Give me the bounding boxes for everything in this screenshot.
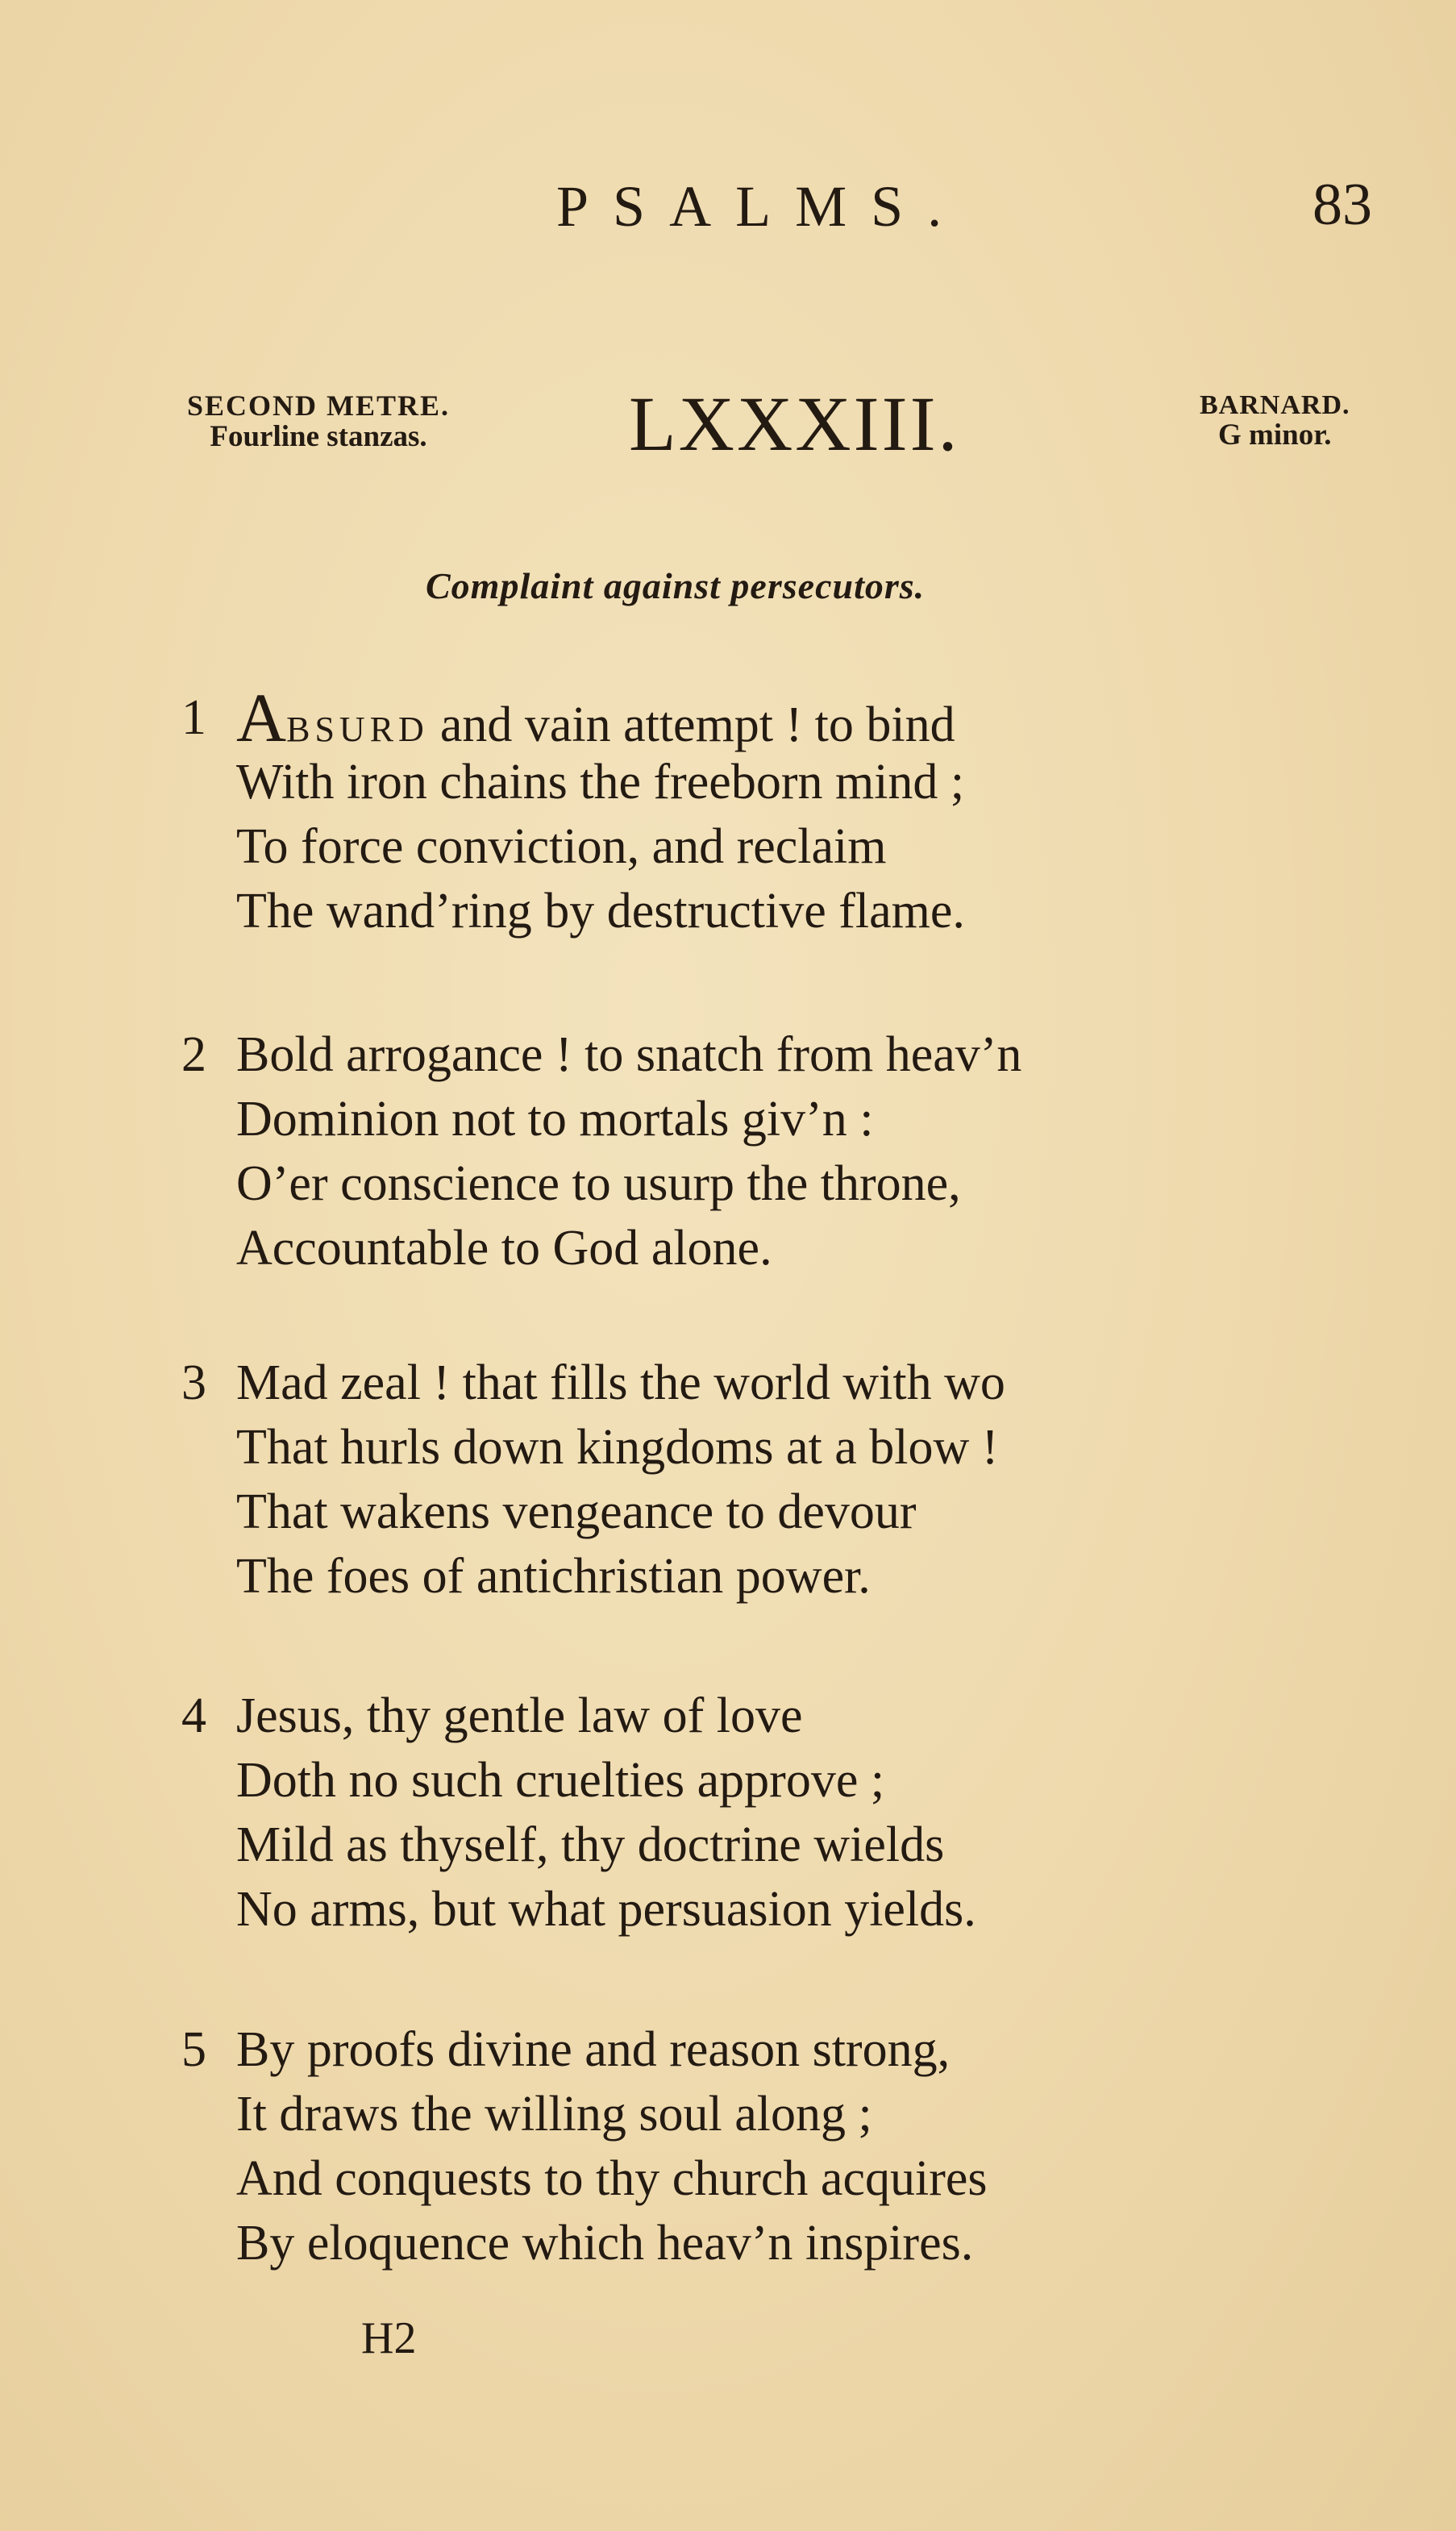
line-prefix: Accountable to (236, 1221, 541, 1276)
drop-cap: A (236, 679, 287, 756)
stanza-lines (236, 1684, 976, 1942)
stanza-line: And conquests to thy church acquires (236, 2151, 988, 2206)
stanza-line (236, 1216, 1021, 1280)
stanza-lines (236, 1022, 1021, 1280)
stanza-line: Mad zeal ! that fills the world with wo (236, 1355, 1005, 1410)
stanza-number: 3 (181, 1355, 206, 1410)
stanza-line: It draws the willing soul along ; (236, 2087, 872, 2142)
stanza-line: Jesus, thy gentle law of love (236, 1688, 803, 1743)
stanza-number: 1 (181, 690, 206, 745)
tune-info (1200, 391, 1350, 452)
divine-name-text: God (552, 1221, 639, 1276)
drop-cap-rest: BSURD (286, 710, 429, 749)
stanza-line: That hurls down kingdoms at a blow ! (236, 1420, 999, 1475)
page-number: 83 (1312, 172, 1372, 238)
tune-name: BARNARD. (1200, 390, 1350, 420)
stanza-line: Dominion not to mortals giv’n : (236, 1092, 874, 1147)
stanza-line (236, 679, 965, 756)
stanza-lines (236, 679, 965, 943)
stanza-line: By proofs divine and reason strong, (236, 2022, 951, 2077)
stanza-line: The foes of antichristian power. (236, 1549, 871, 1604)
stanza-line: By eloquence which heav’n inspires. (236, 2216, 974, 2271)
tune-key: G minor. (1218, 418, 1332, 452)
stanza-line: That wakens vengeance to devour (236, 1484, 917, 1539)
stanza-number: 5 (181, 2022, 206, 2077)
stanza-line: No arms, but what persuasion yields. (236, 1882, 976, 1937)
stanza-lines (236, 1351, 1005, 1609)
line-suffix: alone. (651, 1221, 772, 1276)
stanza-number: 4 (181, 1688, 206, 1743)
first-line-rest: and vain attempt ! to bind (439, 697, 955, 752)
psalm-subtitle: Complaint against persecutors. (426, 565, 926, 606)
stanza-line: Mild as thyself, thy doctrine wields (236, 1817, 945, 1872)
divine-name (553, 1221, 639, 1276)
stanza-line: Bold arrogance ! to snatch from heav’n (236, 1027, 1022, 1082)
running-title: PSALMS. (556, 174, 967, 239)
metre-label: SECOND METRE. (187, 389, 451, 422)
psalm-number: LXXXIII. (629, 381, 960, 467)
stanza-line: O’er conscience to usurp the throne, (236, 1156, 961, 1211)
stanza-line: To force conviction, and reclaim (236, 819, 887, 874)
stanza-number: 2 (181, 1027, 206, 1082)
stanza-lines (236, 2017, 987, 2275)
stanza-line: Doth no such cruelties approve ; (236, 1753, 885, 1808)
signature-mark: H2 (361, 2313, 417, 2363)
stanza-type-label: Fourline stanzas. (210, 419, 427, 453)
stanza-line: The wand’ring by destructive flame. (236, 884, 965, 939)
metre-info (187, 391, 450, 453)
stanza-line: With iron chains the freeborn mind ; (236, 755, 965, 810)
